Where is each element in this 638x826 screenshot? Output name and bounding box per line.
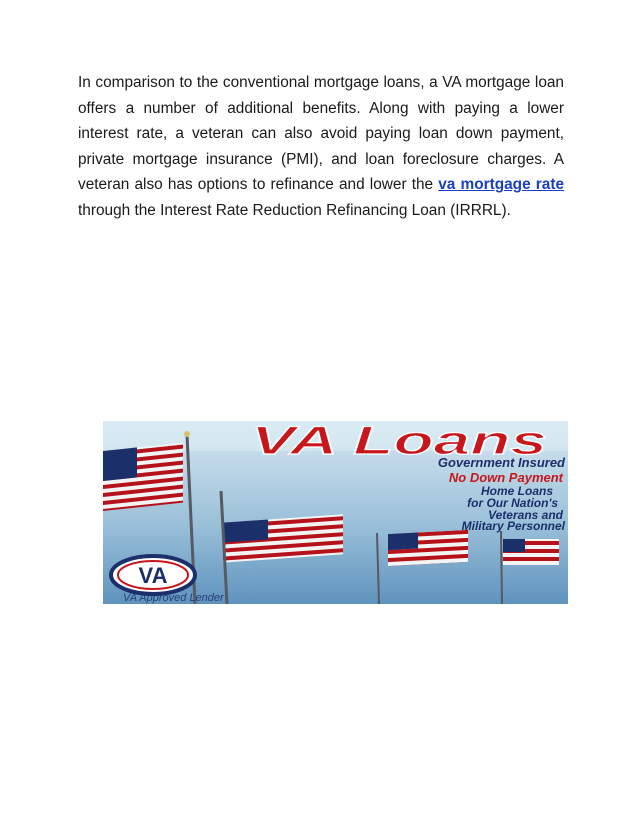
body-paragraph [78,70,564,223]
flag-2 [223,514,343,562]
banner-title: VA Loans [251,421,547,463]
va-logo-text: VA [138,563,168,588]
va-logo-icon [111,556,195,594]
va-mortgage-rate-link[interactable]: va mortgage rate [438,176,564,193]
banner-line-1: Government Insured [437,455,565,470]
flag-1 [103,443,183,511]
banner-line-6: Military Personnel [461,519,565,533]
paragraph-text-end: through the Interest Rate Reduction Refinancing Loan (IRRRL). [78,201,511,219]
banner-line-3: Home Loans [480,484,553,498]
paragraph-text-start: In comparison to the conventional mortgage loans, a VA mortgage loan offers a number of additional benefits. Along with paying a lower interest rate, a veteran can also avoid paying loan down payment, private mortgage insurance (PMI), and loan foreclosure charges. A veteran also has options to refinance and lower the [78,74,564,193]
flag-3 [388,530,468,566]
banner-line-5: Veterans and [488,508,563,522]
banner-line-4: for Our Nation's [467,496,558,510]
banner-footer: VA Approved Lender [123,592,224,604]
va-loans-banner-image [103,421,568,604]
banner-line-2: No Down Payment [448,470,563,485]
flag-4 [503,539,559,565]
